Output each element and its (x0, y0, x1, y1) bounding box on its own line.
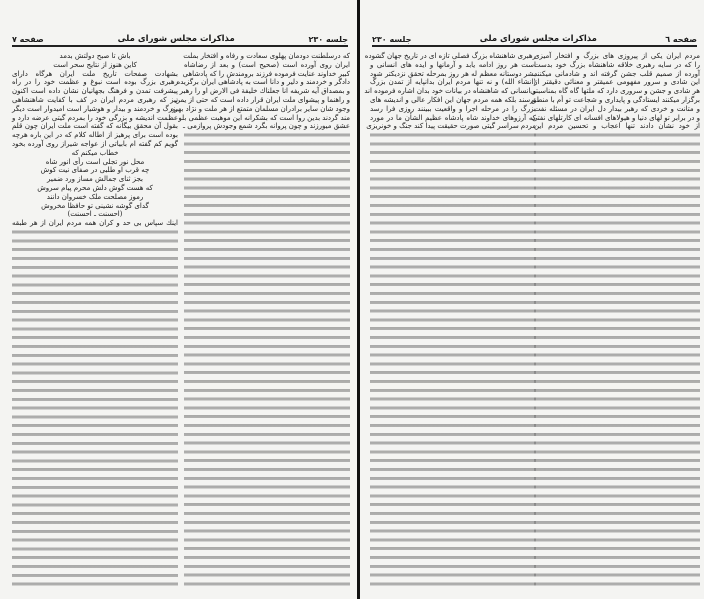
text-line: که آرزوهای خداوند شاه پادشاه عظیم الشأن ما در مورد (370, 113, 536, 122)
publication-title: مذاکرات مجلس شورای ملی (479, 34, 597, 44)
text-line: و راهنما و پیشوای ملت ایران قرار داده است که حتی از یمن (175, 95, 350, 104)
page-header (372, 30, 697, 44)
text-line: و متانت و خردی که رهبر بیدار دل ایران در مسئله نفت (534, 104, 700, 113)
text-line: کاین هنوز از نتایج سحر است (53, 60, 137, 69)
scanned-text-continuation (184, 131, 350, 591)
text-column (364, 52, 536, 591)
text-line: عشق میورزند و چون پروانه بگرد شمع وجودش پروازمی ـ (182, 122, 350, 131)
text-line: بزرگ را در مرحله اجرا و واقعیت ببینند روزی فرا رسد (370, 104, 536, 113)
text-line: بشر دوستانه معظم له هر روز بمرحله تحقق نزدیکتر شود (370, 69, 536, 78)
text-line: عظمت اندیشه و بزرگی خود را بمردم گیتی عرضه دارد و (12, 113, 178, 122)
text-line: بوده است برای پرهیز از اطاله کلام که در این باره هرچه (12, 131, 178, 140)
text-line: پیشرفت تمدن و فرهنگ بجهانیان نشان داده است اکنون (12, 87, 178, 96)
text-line: است هر روز ادامه یابد و آرمانها و ایده های انسانی و (370, 60, 536, 69)
publication-title: مذاکرات مجلس شورای ملی (117, 34, 235, 44)
text-line: باش تا صبح دولتش بدمد (59, 52, 131, 60)
text-line: اینك سپاس بی حد و کران همه مردم ایران از هر طبقه (12, 219, 178, 228)
text-line: نیز که رهبری مردم ایران در کف با کفایت شاهنشاهی (12, 95, 178, 104)
text-line: بشهادت صفحات تاریخ ملت ایران هرگاه دارای (12, 69, 178, 78)
text-line: چه قرب او طلبی در صفای نیت کوش (40, 166, 150, 175)
text-line: و بمصداق آیه شریفه انا جعلناك خلیفة فی الارض او را رهبر (179, 87, 350, 96)
text-line: این شادی و سرور مفهومی عمیقتر و معنائی دقیقتر از (534, 78, 700, 87)
text-line: وجود شان سایر برادران مسلمان متمتع از هر ملت و نژاد بهره (170, 104, 350, 113)
text-line: که هست گوش دلش محرم پیام سروش (37, 183, 153, 192)
header-rule (12, 45, 348, 47)
scanned-text-continuation (534, 131, 700, 591)
text-line: مند گردند بدین روا است که بشکرانه این موهبت عظمی بلو (178, 113, 350, 122)
text-line: برسند بلکه همه مردم جهان این افکار عالی و اندیشه های (370, 95, 536, 104)
text-line: گویم کم گفته ام بابیاتی از عواجه شیراز روی آورده بخود (12, 139, 178, 148)
text-line: و انسانی که شاهنشاه در بیانات خود بدان اشاره فرموده اند (364, 87, 536, 96)
session-number: جلسه ۲۳۰ (308, 35, 348, 44)
text-line: از خود نشان دادند تنها اعجاب و تحسین مردم این (534, 122, 700, 131)
page-divider (357, 0, 360, 599)
text-line: (انشاء الله) و نه تنها مردم ایران بدانپایه از تمدن بزرگ (370, 78, 536, 87)
session-number: جلسه ۲۳۰ (372, 35, 412, 44)
text-line: که درسلطنت دودمان پهلوی سعادت و رفاه و افتخار بملت (183, 52, 350, 60)
right-page (362, 0, 704, 599)
text-line: آورده از صمیم قلب جشن گرفته اند و شادمانی میکنند (534, 69, 700, 78)
text-column (170, 52, 350, 591)
text-line: ایران روی آورده است (صحیح است) و بعد از رضاشاه (184, 60, 350, 69)
page-number: صفحه ٦ (665, 35, 697, 44)
text-line: و در برابر تو لهای دنیا و هیولاهای افسانه ای کارتلهای نفتی (531, 113, 700, 122)
text-line: محل نور تجلی است رأی انور شاه (45, 157, 145, 166)
scanned-text-continuation (12, 228, 178, 591)
text-line: هر شادی و جشن و سروری دارد که ملتها گاه گاه بمناسبتی (530, 87, 700, 96)
text-line: برگزار میکنند ایستادگی و پایداری و شجاعت تو أم با منطق (530, 95, 700, 104)
text-line: رموز مصلحت ملک خسروان دانند (46, 192, 144, 201)
text-line: را که در سایه رهبری خلاقه شاهنشاه بزرگ خود بدست (534, 60, 700, 69)
text-line: گدای گوشه نشینی تو حافظا مخروش (41, 201, 149, 210)
text-column (530, 52, 700, 591)
text-line: مردم سراسر گیتی صورت حقیقت پیدا کند جنگ و خونریزی (366, 122, 536, 131)
text-line: بقول آن محقق بیگانه که گفته است ملت ایران چون قلم (12, 122, 178, 131)
header-rule (372, 45, 697, 47)
page-number: صفحه ۷ (12, 35, 44, 44)
text-line: رهبری شاهنشاه بزرگ فصلی تازه ای در تاریخ جهان گشوده (364, 52, 536, 60)
text-column (12, 52, 178, 591)
text-line: کبیر خداوند عنایت فرموده فرزند برومندش را که پادشاهی (182, 69, 350, 78)
scanned-text-continuation (370, 131, 536, 591)
text-line: بزرگ و خردمند و بیدار و هوشیار است امیدوار است دیگر (12, 104, 178, 113)
text-line: مردم ایران یکی از پیروزی های بزرگ و افتخار آمیزی (534, 52, 700, 60)
text-line: دادگر و خردمند و دلیر و دانا است به پادشاهی ایران برگزیده (176, 78, 350, 87)
text-line: رهبری بزرگ بوده است نبوغ و عظمت خود را در راه (12, 78, 178, 87)
text-line: خطاب میکنم که (71, 148, 119, 157)
page-header (12, 30, 348, 44)
text-line: بجز ثنای جمالش مساز ورد ضمیر (46, 175, 144, 184)
text-line: (احسنت ـ احسنت) (67, 210, 123, 219)
